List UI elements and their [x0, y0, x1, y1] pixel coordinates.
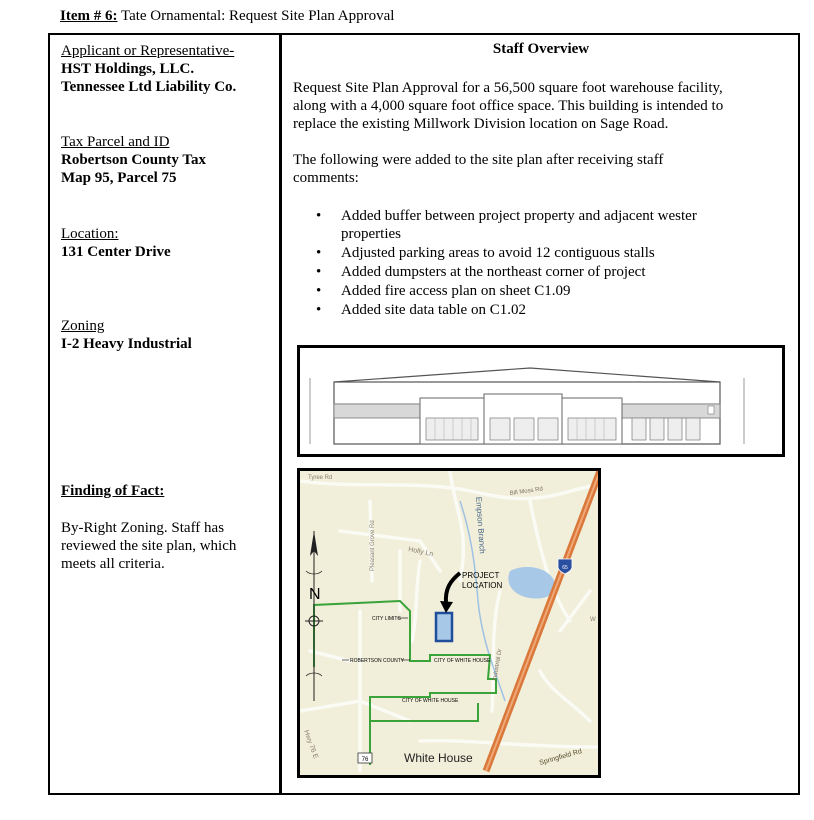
city-of-white-house-label-2: CITY OF WHITE HOUSE: [402, 698, 459, 704]
location-value: 131 Center Drive: [61, 244, 171, 260]
overview-line: along with a 4,000 square foot office space. This building is intended to: [293, 98, 724, 114]
overview-paragraph: [293, 79, 763, 133]
location-label: Location:: [61, 226, 119, 242]
column-divider: [279, 33, 282, 795]
overview-line: Request Site Plan Approval for a 56,500 square foot warehouse facility,: [293, 80, 723, 96]
bullet-icon: •: [316, 264, 322, 280]
white-house-label: White House: [404, 751, 473, 765]
applicant-label: Applicant or Representative-: [61, 43, 235, 59]
tax-parcel-section: [61, 133, 273, 187]
elevation-drawing: [300, 348, 782, 454]
bullet-icon: •: [316, 302, 322, 318]
item-number: Item # 6:: [60, 8, 118, 24]
bill-moss-rd-label: Bill Moss Rd: [509, 486, 544, 497]
intro-line: The following were added to the site plan after receiving staff: [293, 152, 664, 168]
bullet-icon: •: [316, 283, 322, 299]
finding-section: [61, 482, 273, 573]
springfield-rd-label: Springfield Rd: [538, 748, 583, 767]
tax-parcel-line1: Robertson County Tax: [61, 152, 207, 168]
item-title: Tate Ornamental: Request Site Plan Approval: [117, 8, 395, 24]
finding-line2: reviewed the site plan, which: [61, 538, 237, 554]
city-of-white-house-label: CITY OF WHITE HOUSE: [434, 658, 491, 664]
road-label: Tyree Rd: [308, 475, 333, 481]
project-location-label-2: LOCATION: [462, 581, 503, 590]
list-item: • Adjusted parking areas to avoid 12 contiguous stalls: [316, 245, 655, 261]
route-shield-label: 76: [361, 757, 369, 763]
city-limits-label: CITY LIMITS: [372, 616, 401, 622]
interstate-shield-label: 65: [562, 565, 568, 571]
zoning-value: I-2 Heavy Industrial: [61, 336, 192, 352]
zoning-label: Zoning: [61, 318, 105, 334]
project-location-label: PROJECT: [462, 571, 500, 580]
zoning-section: [61, 317, 273, 353]
overview-line: replace the existing Millwork Division location on Sage Road.: [293, 116, 669, 132]
changes-intro-paragraph: [293, 151, 763, 187]
list-item: • Added site data table on C1.02: [316, 302, 526, 318]
north-label: N: [309, 586, 321, 603]
robertson-county-label: ROBERTSON COUNTY: [350, 658, 405, 664]
road-label: W: [590, 617, 596, 623]
pleasant-grove-rd-label: Pleasant Grove Rd: [370, 520, 376, 571]
staff-overview-title: Staff Overview: [492, 41, 590, 57]
applicant-type: Tennessee Ltd Liability Co.: [61, 79, 237, 95]
empson-branch-label: Empson Branch: [474, 496, 487, 554]
road-label: Hwy 76 E: [302, 729, 319, 760]
applicant-name: HST Holdings, LLC.: [61, 61, 195, 77]
tax-parcel-label: Tax Parcel and ID: [61, 134, 170, 150]
industrial-dr-label: Industrial Dr: [492, 648, 504, 682]
changes-list: [293, 207, 763, 320]
holly-ln-label: Holly Ln: [407, 546, 434, 559]
location-section: [61, 225, 273, 261]
bullet-icon: •: [316, 208, 322, 224]
bullet-icon: •: [316, 245, 322, 261]
finding-line3: meets all criteria.: [61, 556, 165, 572]
item-heading: [60, 8, 394, 25]
list-item: • Added buffer between project property and adjacent wester properties: [316, 208, 697, 242]
applicant-section: [61, 42, 273, 96]
list-item: • Added fire access plan on sheet C1.09: [316, 283, 571, 299]
intro-line: comments:: [293, 170, 359, 186]
finding-label: Finding of Fact:: [61, 483, 165, 499]
tax-parcel-line2: Map 95, Parcel 75: [61, 170, 177, 186]
map-drawing: [300, 471, 598, 775]
building-elevation-image: [297, 345, 785, 457]
vicinity-map: [297, 468, 601, 778]
list-item: • Added dumpsters at the northeast corner of project: [316, 264, 646, 280]
finding-line1: By-Right Zoning. Staff has: [61, 520, 225, 536]
